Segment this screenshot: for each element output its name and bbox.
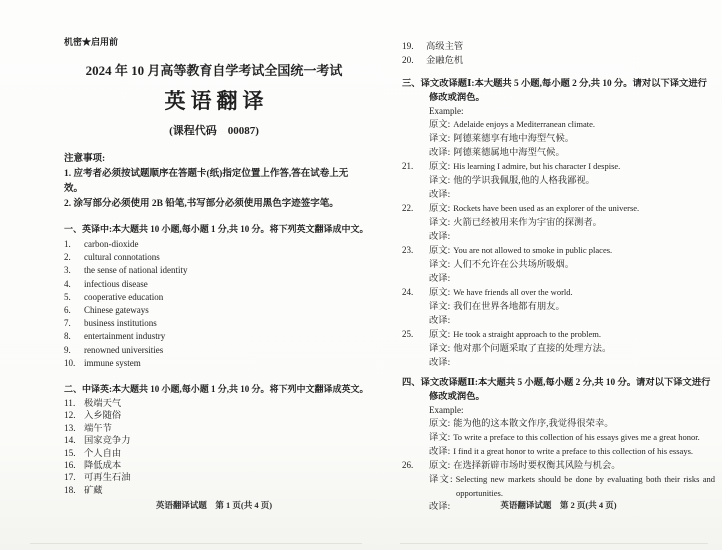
example-revision-line xyxy=(429,445,715,459)
source-text: He took a straight approach to the problem. xyxy=(453,329,601,339)
question-text: renowned universities xyxy=(84,344,164,355)
source-label: 原文: xyxy=(429,204,451,214)
question-text: immune system xyxy=(84,357,141,368)
section3-items xyxy=(402,160,715,370)
question-number: 2. xyxy=(64,252,71,263)
question-number: 18. xyxy=(64,485,76,496)
question-text: 可再生石油 xyxy=(84,473,131,484)
question-item xyxy=(64,435,364,447)
question-text: the sense of national identity xyxy=(84,265,188,276)
source-line xyxy=(429,459,715,473)
example-translation-line xyxy=(429,431,715,445)
question-text: Chinese gateways xyxy=(84,305,149,316)
revision-question xyxy=(402,160,715,202)
section4-example xyxy=(402,417,715,459)
question-text: infectious disease xyxy=(84,278,148,289)
source-text: You are not allowed to smoke in public places. xyxy=(453,245,613,255)
question-item xyxy=(64,485,364,497)
question-number: 10. xyxy=(64,357,76,368)
revision-question xyxy=(402,244,715,286)
revision-line xyxy=(429,314,715,328)
translation-line xyxy=(429,300,715,314)
revision-question xyxy=(402,328,715,370)
revision-label: 改译: xyxy=(429,148,451,158)
question-text: 降低成本 xyxy=(84,461,122,472)
question-number: 11. xyxy=(64,399,76,410)
question-number: 9. xyxy=(64,344,71,355)
question-number: 20. xyxy=(402,56,414,66)
question-item xyxy=(402,40,715,54)
source-label: 原文: xyxy=(429,120,451,130)
question-text: entertainment industry xyxy=(84,331,166,342)
question-number: 23. xyxy=(402,245,414,255)
question-text: 个人自由 xyxy=(84,448,122,459)
exam-title: 英语翻译 xyxy=(164,89,269,113)
revision-label: 改译: xyxy=(429,316,451,326)
question-number: 4. xyxy=(64,278,71,289)
question-number: 12. xyxy=(64,411,76,422)
translation-label: 译文: xyxy=(429,433,451,443)
question-number: 25. xyxy=(402,329,414,339)
translation-label: 译文: xyxy=(429,475,453,485)
source-label: 原文: xyxy=(429,461,451,471)
question-number: 15. xyxy=(64,448,76,459)
question-item xyxy=(64,357,364,370)
translation-label: 译文: xyxy=(429,302,451,312)
revision-text: I find it a great honor to write a preface to this collection of his essays. xyxy=(453,446,694,456)
page-2 xyxy=(402,40,715,514)
translation-line xyxy=(429,258,715,272)
notice-item: 2. 涂写部分必须使用 2B 铅笔,书写部分必须使用黑色字迹签字笔。 xyxy=(64,199,339,209)
question-text: 高级主管 xyxy=(426,42,464,52)
translation-line xyxy=(429,473,715,500)
question-item xyxy=(64,330,364,343)
source-text: We have friends all over the world. xyxy=(453,287,573,297)
source-label: 原文: xyxy=(429,162,451,172)
notice-list xyxy=(64,167,364,212)
revision-question xyxy=(402,202,715,244)
section2-list xyxy=(64,398,364,497)
page-footer: 英语翻译试题 第 1 页(共 4 页) xyxy=(155,500,273,510)
revision-text: 阿德莱德属地中海型气候。 xyxy=(453,148,565,158)
question-text: 入乡随俗 xyxy=(84,411,122,422)
question-item xyxy=(64,472,364,484)
question-item xyxy=(64,291,364,304)
revision-label: 改译: xyxy=(429,232,451,242)
revision-label: 改译: xyxy=(429,447,451,457)
translation-text: 火箭已经被用来作为宇宙的探测者。 xyxy=(453,218,602,228)
question-number: 14. xyxy=(64,436,76,447)
translation-text: 阿德莱德享有地中海型气候。 xyxy=(453,134,575,144)
translation-text: 我们在世界各地都有朋友。 xyxy=(453,302,565,312)
page-bottom-edge-left xyxy=(30,543,362,544)
page-bottom-edge-right xyxy=(400,543,708,544)
revision-line xyxy=(429,230,715,244)
revision-line xyxy=(429,356,715,370)
question-text: 矿藏 xyxy=(84,485,103,496)
question-item xyxy=(64,448,364,460)
question-item xyxy=(402,54,715,68)
example-source-line xyxy=(429,417,715,431)
question-number: 3. xyxy=(64,265,71,276)
question-item xyxy=(64,423,364,435)
translation-text: Selecting new markets should be done by evaluating both their risks and opportunities. xyxy=(455,474,715,498)
revision-label: 改译: xyxy=(429,190,451,200)
revision-line xyxy=(429,272,715,286)
question-item xyxy=(64,344,364,357)
question-text: 国家竞争力 xyxy=(84,436,131,447)
translation-line xyxy=(429,216,715,230)
example-revision-line xyxy=(429,146,715,160)
question-item xyxy=(64,317,364,330)
translation-label: 译文: xyxy=(429,134,451,144)
revision-question xyxy=(402,286,715,328)
question-number: 17. xyxy=(64,473,76,484)
translation-text: To write a preface to this collection of his essays gives me a great honor. xyxy=(453,432,700,442)
question-number: 5. xyxy=(64,291,71,302)
question-item xyxy=(64,238,364,251)
example-label: Example: xyxy=(429,405,464,415)
source-text: His learning I admire, but his character I despise. xyxy=(453,161,621,171)
question-text: cooperative education xyxy=(84,291,164,302)
question-item xyxy=(64,304,364,317)
source-line xyxy=(429,160,715,174)
section3-heading: 三、译文改译题Ⅰ:本大题共 5 小题,每小题 2 分,共 10 分。请对以下译文进行修改或润色。 xyxy=(402,79,707,103)
question-item xyxy=(64,410,364,422)
question-item xyxy=(64,278,364,291)
source-label: 原文: xyxy=(429,419,451,429)
source-text: 能为他的这本散文作序,我觉得很荣幸。 xyxy=(453,419,614,429)
source-line xyxy=(429,286,715,300)
question-text: cultural connotations xyxy=(84,252,160,263)
section3-example xyxy=(402,118,715,160)
translation-line xyxy=(429,342,715,356)
translation-label: 译文: xyxy=(429,176,451,186)
question-number: 26. xyxy=(402,460,414,470)
exam-session-title: 2024 年 10 月高等教育自学考试全国统一考试 xyxy=(85,63,343,78)
question-text: 极端天气 xyxy=(84,399,122,410)
question-item xyxy=(64,264,364,277)
revision-line xyxy=(429,188,715,202)
page-footer: 英语翻译试题 第 2 页(共 4 页) xyxy=(500,500,617,510)
question-text: 金融危机 xyxy=(426,56,464,66)
question-item xyxy=(64,460,364,472)
notice-item: 1. 应考者必须按试题顺序在答题卡(纸)指定位置上作答,答在试卷上无效。 xyxy=(64,169,349,194)
section1-heading: 一、英译中:本大题共 10 小题,每小题 1 分,共 10 分。将下列英文翻译成中文。 xyxy=(64,224,369,234)
section4-heading: 四、译文改译题Ⅱ:本大题共 5 小题,每小题 2 分,共 10 分。请对以下译文进行修改或润色。 xyxy=(402,378,711,402)
revision-label: 改译: xyxy=(429,358,451,368)
classification-label: 机密★启用前 xyxy=(64,37,119,47)
source-line xyxy=(429,244,715,258)
course-code: (课程代码 00087) xyxy=(169,125,259,137)
notice-heading: 注意事项: xyxy=(64,154,106,164)
question-number: 24. xyxy=(402,287,414,297)
section2-heading: 二、中译英:本大题共 10 小题,每小题 1 分,共 10 分。将下列中文翻译成英文。 xyxy=(64,384,369,395)
question-number: 21. xyxy=(402,161,414,171)
question-item xyxy=(64,398,364,410)
example-translation-line xyxy=(429,132,715,146)
source-text: Adelaide enjoys a Mediterranean climate. xyxy=(453,119,596,129)
page-1 xyxy=(64,36,369,497)
question-number: 8. xyxy=(64,331,71,342)
translation-label: 译文: xyxy=(429,218,451,228)
section2-continued-list xyxy=(402,40,715,68)
question-text: carbon-dioxide xyxy=(84,239,139,249)
question-number: 13. xyxy=(64,423,76,434)
translation-label: 译文: xyxy=(429,260,451,270)
revision-label: 改译: xyxy=(429,502,451,512)
source-label: 原文: xyxy=(429,288,451,298)
question-number: 16. xyxy=(64,461,76,472)
question-number: 1. xyxy=(64,239,71,249)
translation-text: 他对那个问题采取了直接的处理方法。 xyxy=(453,344,612,354)
source-text: 在选择新辟市场时要权衡其风险与机会。 xyxy=(453,461,621,471)
source-label: 原文: xyxy=(429,330,451,340)
source-line xyxy=(429,202,715,216)
translation-text: 人们不允许在公共场所吸烟。 xyxy=(453,260,575,270)
source-text: Rockets have been used as an explorer of the universe. xyxy=(453,203,640,213)
example-source-line xyxy=(429,118,715,132)
translation-text: 他的学识我佩服,他的人格我鄙视。 xyxy=(453,176,595,186)
question-number: 22. xyxy=(402,203,414,213)
question-item xyxy=(64,251,364,264)
source-label: 原文: xyxy=(429,246,451,256)
example-label: Example: xyxy=(429,106,464,116)
question-text: business institutions xyxy=(84,318,157,329)
question-number: 19. xyxy=(402,42,414,52)
question-text: 端午节 xyxy=(84,423,112,434)
question-number: 6. xyxy=(64,305,71,316)
translation-line xyxy=(429,174,715,188)
section1-list xyxy=(64,238,364,370)
question-number: 7. xyxy=(64,318,71,329)
revision-label: 改译: xyxy=(429,274,451,284)
translation-label: 译文: xyxy=(429,344,451,354)
source-line xyxy=(429,328,715,342)
